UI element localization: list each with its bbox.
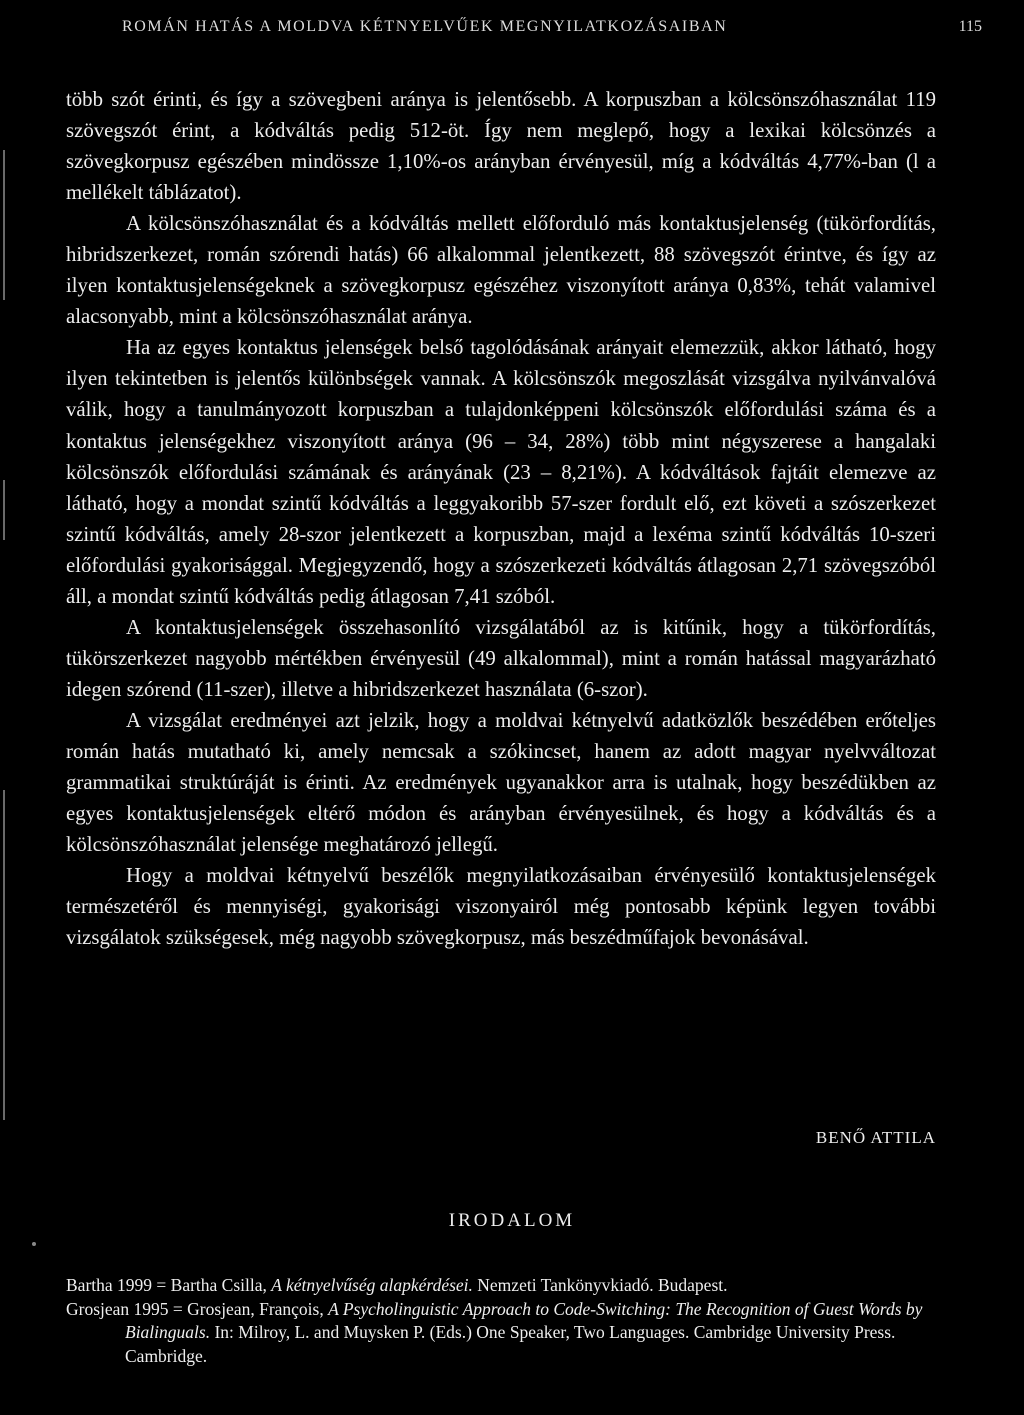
reference-publisher: In: Milroy, L. and Muysken P. (Eds.) One Speaker, Two Languages. Cambridge University Press. Cambridge. [125,1322,896,1366]
page-number: 115 [958,18,982,35]
reference-publisher: Nemzeti Tankönyvkiadó. Budapest. [472,1275,728,1295]
reference-title: A kétnyelvűség alapkérdései. [271,1275,473,1295]
references-list [66,1274,936,1368]
reference-entry [66,1298,936,1369]
paragraph: Hogy a moldvai kétnyelvű beszélők megnyilatkozásaiban érvényesülő kontaktusjelenségek természetéről és mennyiségi, gyakorisági viszonyairól még pontosabb képünk legyen további vizsgálatok szükségesek, még nagyobb szövegkorpusz, más beszédműfajok bevonásával. [66,864,936,950]
paragraph: A vizsgálat eredményei azt jelzik, hogy a moldvai kétnyelvű adatközlők beszédében erőteljes román hatás mutatható ki, amely nemcsak a szókincset, hanem az adott magyar nyelvváltozat grammatikai struktúráját is érinti. Az eredmények ugyanakkor arra is utalnak, hogy beszédükben az egyes kontaktusjelenségek eltérő módon és arányban érvényesülnek, és hogy a kódváltás és a kölcsönszóhasználat jelensége meghatározó jellegű. [66,708,936,857]
reference-lead: Bartha 1999 = Bartha Csilla, [66,1275,272,1295]
paragraph: A kontaktusjelenségek összehasonlító vizsgálatából az is kitűnik, hogy a tükörfordítás, tükörszerkezet nagyobb mértékben érvényesül (49 alkalommal), mint a román hatással magyarázható idegen szórend (11-szer), illetve a hibridszerkezet használata (6-szor). [66,615,936,701]
scan-speck [32,1242,36,1246]
reference-title: A Psycholinguistic Approach to Code-Switching: The Recognition of Guest Words by Bialinguals. [125,1298,923,1342]
paragraph: Ha az egyes kontaktus jelenségek belső tagolódásának arányait elemezzük, akkor látható, hogy ilyen tekintetben is jelentős különbségek vannak. A kölcsönszók megoszlását vizsgálva nyilvánvalóvá válik, hogy a tanulmányozott korpuszban a tulajdonképpeni kölcsönszók előfordulási száma és a kontaktus jelenségekhez viszonyított aránya (96 – 34, 28%) több mint négyszerese a hangalaki kölcsönszók előfordulási számának és arányának (23 – 8,21%). A kódváltások fajtáit elemezve az látható, hogy a mondat szintű kódváltás a leggyakoribb 57-szer fordult elő, ezt követi a szószerkezet szintű kódváltás, amely 28-szor jelentkezett a korpuszban, majd a lexéma szintű kódváltás 10-szeri előfordulási gyakorisággal. Megjegyzendő, hogy a szószerkezeti kódváltás átlagosan 2,71 szövegszóból áll, a mondat szintű kódváltás pedig átlagosan 7,41 szóból. [66,336,936,608]
scan-edge-mark [3,150,5,300]
references-heading: IRODALOM [448,1210,576,1231]
paragraph: A kölcsönszóhasználat és a kódváltás mellett előforduló más kontaktusjelenség (tükörfordítás, hibridszerkezet, román szórendi hatás) 66 alkalommal jelentkezett, 88 szövegszót érintve, és így az ilyen kontaktusjelenségeknek a szövegkorpusz egészéhez viszonyított aránya 0,83%, tehát valamivel alacsonyabb, mint a kölcsönszóhasználat aránya. [66,212,936,329]
article-body [66,84,936,953]
scan-edge-mark [3,480,5,540]
author-signature: BENŐ ATTILA [815,1128,936,1147]
running-header [122,18,982,36]
reference-entry [66,1274,936,1298]
running-title: ROMÁN HATÁS A MOLDVA KÉTNYELVŰEK MEGNYILATKOZÁSAIBAN [122,18,728,35]
scan-edge-mark [3,790,5,1120]
paragraph-continuation: több szót érinti, és így a szövegbeni aránya is jelentősebb. A korpuszban a kölcsönszóhasználat 119 szövegszót érint, a kódváltás pedig 512-öt. Így nem meglepő, hogy a lexikai kölcsönzés a szövegkorpusz egészében mindössze 1,10%-os arányban érvényesül, míg a kódváltás 4,77%-ban (l a mellékelt táblázatot). [66,88,936,205]
reference-lead: Grosjean 1995 = Grosjean, François, [66,1298,329,1319]
